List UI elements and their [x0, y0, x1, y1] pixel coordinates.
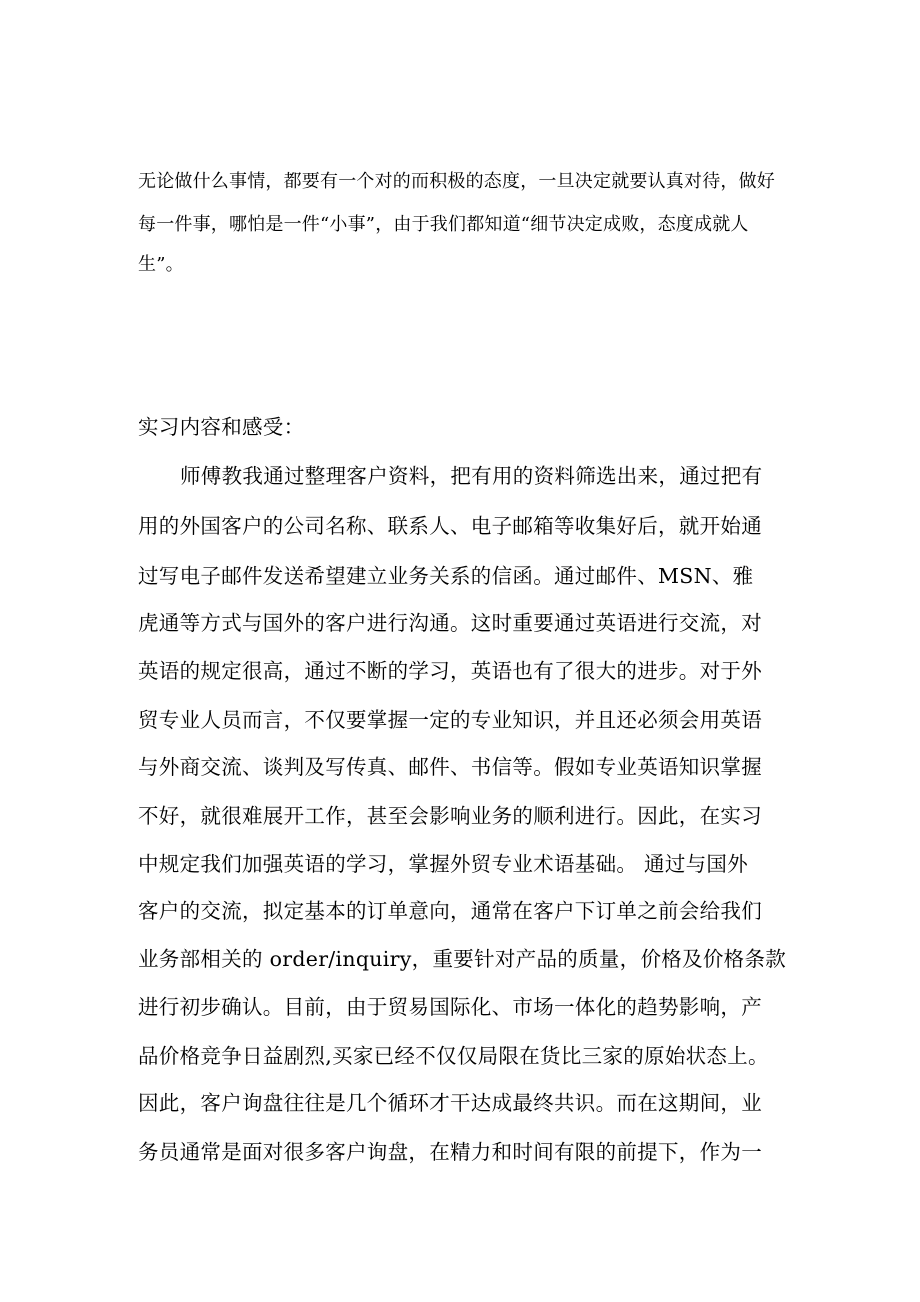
body-line-14: 因此，客户询盘往往是几个循环才干达成最终共识。而在这期间，业: [138, 1091, 762, 1115]
body-line-11: 业务部相关的 order/inquiry，重要针对产品的质量，价格及价格条款: [138, 947, 787, 971]
body-line-12: 进行初步确认。目前，由于贸易国际化、市场一体化的趋势影响，产: [138, 995, 762, 1019]
body-line-1: 师傅教我通过整理客户资料，把有用的资料筛选出来，通过把有: [180, 464, 763, 488]
body-line-8: 不好，就很难展开工作，甚至会影响业务的顺利进行。因此，在实习: [138, 804, 762, 828]
body-line-6: 贸专业人员而言，不仅要掌握一定的专业知识，并且还必须会用英语: [138, 708, 762, 732]
body-line-4: 虎通等方式与国外的客户进行沟通。这时重要通过英语进行交流，对: [138, 611, 762, 635]
body-line-10: 客户的交流，拟定基本的订单意向，通常在客户下订单之前会给我们: [138, 899, 762, 923]
body-line-15: 务员通常是面对很多客户询盘，在精力和时间有限的前提下，作为一: [138, 1140, 762, 1164]
body-line-5: 英语的规定很高，通过不断的学习，英语也有了很大的进步。对于外: [138, 659, 762, 683]
body-line-9: 中规定我们加强英语的学习，掌握外贸专业术语基础。 通过与国外: [138, 852, 749, 876]
body-line-3: 过写电子邮件发送希望建立业务关系的信函。通过邮件、MSN、雅: [138, 564, 754, 588]
body-line-13: 品价格竞争日益剧烈,买家已经不仅仅局限在货比三家的原始状态上。: [138, 1044, 769, 1068]
body-line-7: 与外商交流、谈判及写传真、邮件、书信等。假如专业英语知识掌握: [138, 755, 762, 779]
body-line-2: 用的外国客户的公司名称、联系人、电子邮箱等收集好后，就开始通: [138, 514, 762, 538]
section-heading: 实习内容和感受：: [138, 415, 305, 439]
intro-line-1: 无论做什么事情，都要有一个对的而积极的态度，一旦决定就要认真对待，做好: [138, 171, 775, 192]
intro-line-2: 每一件事，哪怕是一件“小事”，由于我们都知道“细节决定成败，态度成就人: [138, 214, 749, 235]
intro-line-3: 生”。: [138, 254, 184, 275]
